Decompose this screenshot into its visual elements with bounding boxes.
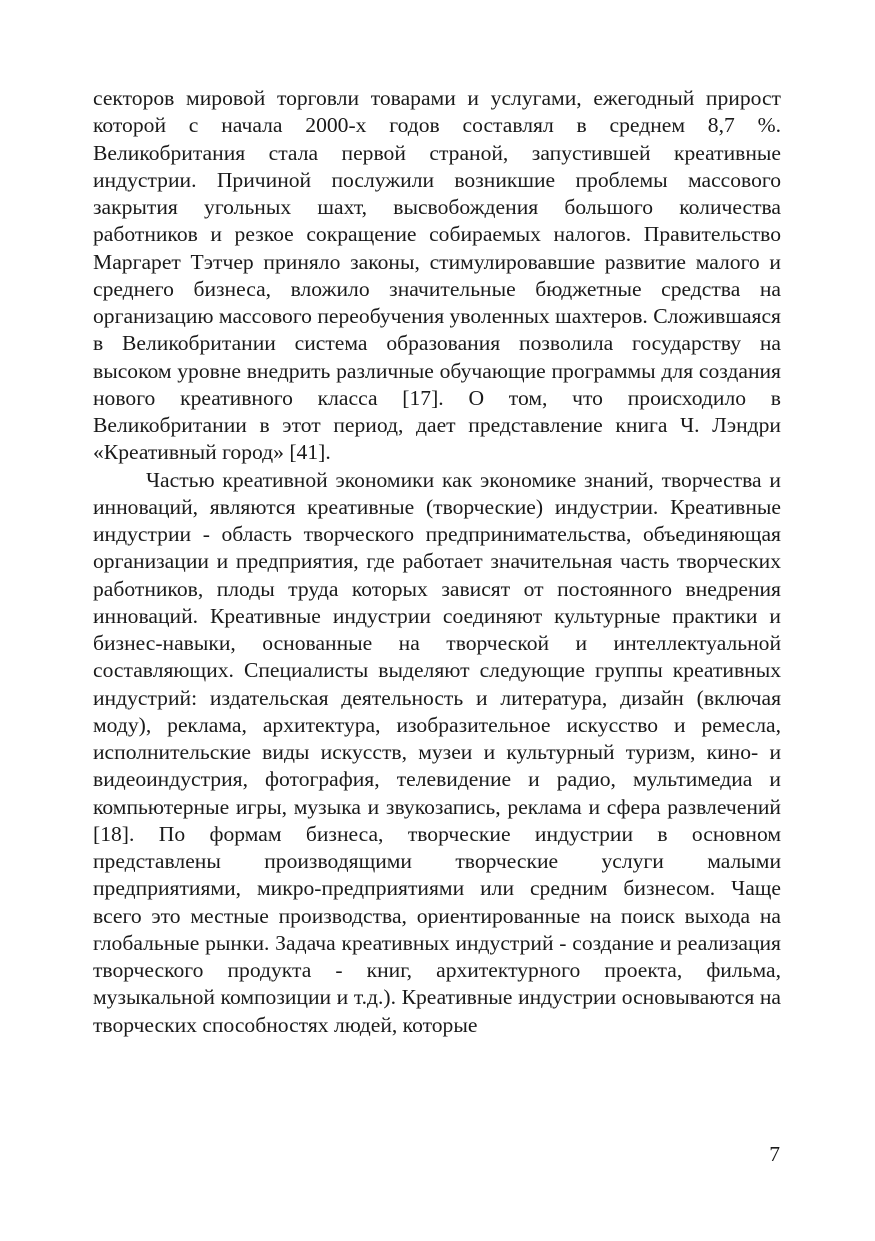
paragraph-continuation: секторов мировой торговли товарами и услугами, ежегодный прирост которой с начала 2000-х годов составлял в среднем 8,7 %. Великобритания стала первой страной, запустившей креативные индустрии. Причиной послужили возникшие проблемы массового закрытия угольных шахт, высвобождения большого количества работников и резкое сокращение собираемых налогов. Правительство Маргарет Тэтчер приняло законы, стимулировавшие развитие малого и среднего бизнеса, вложило значительные бюджетные средства на организацию массового переобучения уволенных шахтеров. Сложившаяся в Великобритании система образования позволила государству на высоком уровне внедрить различные обучающие программы для создания нового креативного класса [17]. О том, что происходило в Великобритании в этот период, дает представление книга Ч. Лэндри «Креативный город» [41]. xyxy=(93,86,781,465)
body-text xyxy=(93,85,781,1039)
page-number: 7 xyxy=(769,1142,780,1166)
document-page xyxy=(93,85,781,1039)
paragraph-creative-industries: Частью креативной экономики как экономике знаний, творчества и инноваций, являются креативные (творческие) индустрии. Креативные индустрии - область творческого предпринимательства, объединяющая организации и предприятия, где работает значительная часть творческих работников, плоды труда которых зависят от постоянного внедрения инноваций. Креативные индустрии соединяют культурные практики и бизнес-навыки, основанные на творческой и интеллектуальной составляющих. Специалисты выделяют следующие группы креативных индустрий: издательская деятельность и литература, дизайн (включая моду), реклама, архитектура, изобразительное искусство и ремесла, исполнительские виды искусств, музеи и культурный туризм, кино- и видеоиндустрия, фотография, телевидение и радио, мультимедиа и компьютерные игры, музыка и звукозапись, реклама и сфера развлечений [18]. По формам бизнеса, творческие индустрии в основном представлены производящими творческие услуги малыми предприятиями, микро-предприятиями или средним бизнесом. Чаще всего это местные производства, ориентированные на поиск выхода на глобальные рынки. Задача креативных индустрий - создание и реализация творческого продукта - книг, архитектурного проекта, фильма, музыкальной композиции и т.д.). Креативные индустрии основываются на творческих способностях людей, которые xyxy=(93,467,781,1037)
